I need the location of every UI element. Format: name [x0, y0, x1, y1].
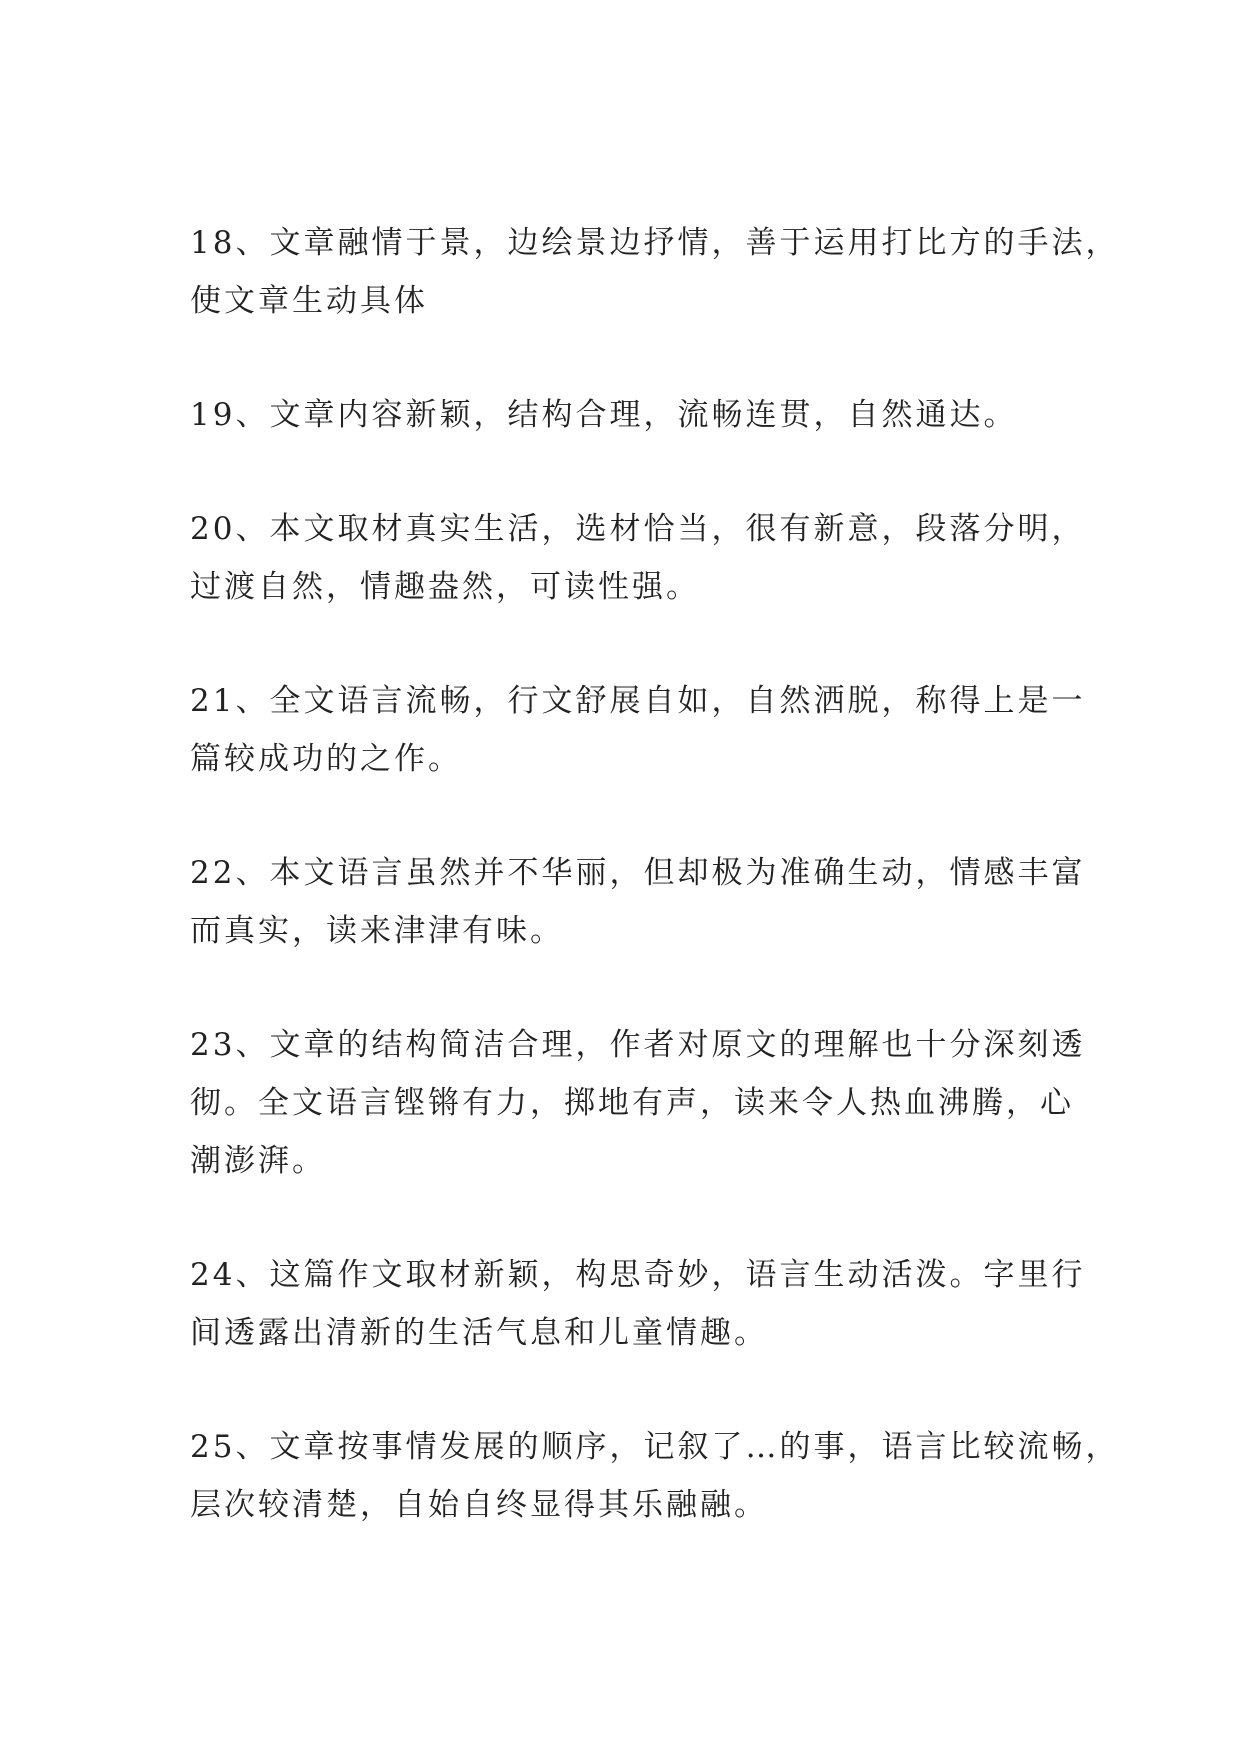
comment-paragraph-23: [190, 1016, 1086, 1190]
document-body: [190, 214, 1120, 1590]
comment-paragraph-25: [190, 1418, 1120, 1534]
paragraph-line: 彻。全文语言铿锵有力，掷地有声，读来令人热血沸腾，心: [190, 1085, 1074, 1121]
paragraph-line: 使文章生动具体: [190, 283, 428, 319]
paragraph-line: 19、文章内容新颖，结构合理，流畅连贯，自然通达。: [190, 397, 1018, 433]
comment-paragraph-20: [190, 500, 1086, 616]
paragraph-line: 22、本文语言虽然并不华丽，但却极为准确生动，情感丰富: [190, 855, 1086, 891]
paragraph-line: 24、这篇作文取材新颖，构思奇妙，语言生动活泼。字里行: [190, 1257, 1086, 1293]
comment-paragraph-19: [190, 386, 1070, 444]
paragraph-line: 21、全文语言流畅，行文舒展自如，自然洒脱，称得上是一: [190, 683, 1086, 719]
paragraph-line: 18、文章融情于景，边绘景边抒情，善于运用打比方的手法，: [190, 225, 1120, 261]
paragraph-line: 20、本文取材真实生活，选材恰当，很有新意，段落分明，: [190, 511, 1086, 547]
paragraph-line: 25、文章按事情发展的顺序，记叙了…的事，语言比较流畅，: [190, 1429, 1120, 1465]
paragraph-line: 潮澎湃。: [190, 1143, 326, 1179]
paragraph-line: 而真实，读来津津有味。: [190, 913, 564, 949]
paragraph-line: 过渡自然，情趣盎然，可读性强。: [190, 569, 700, 605]
comment-paragraph-22: [190, 844, 1086, 960]
comment-paragraph-18: [190, 214, 1120, 330]
paragraph-line: 间透露出清新的生活气息和儿童情趣。: [190, 1315, 768, 1351]
paragraph-line: 23、文章的结构简洁合理，作者对原文的理解也十分深刻透: [190, 1027, 1086, 1063]
comment-paragraph-24: [190, 1246, 1086, 1362]
paragraph-line: 篇较成功的之作。: [190, 741, 462, 777]
paragraph-line: 层次较清楚，自始自终显得其乐融融。: [190, 1487, 768, 1523]
comment-paragraph-21: [190, 672, 1086, 788]
